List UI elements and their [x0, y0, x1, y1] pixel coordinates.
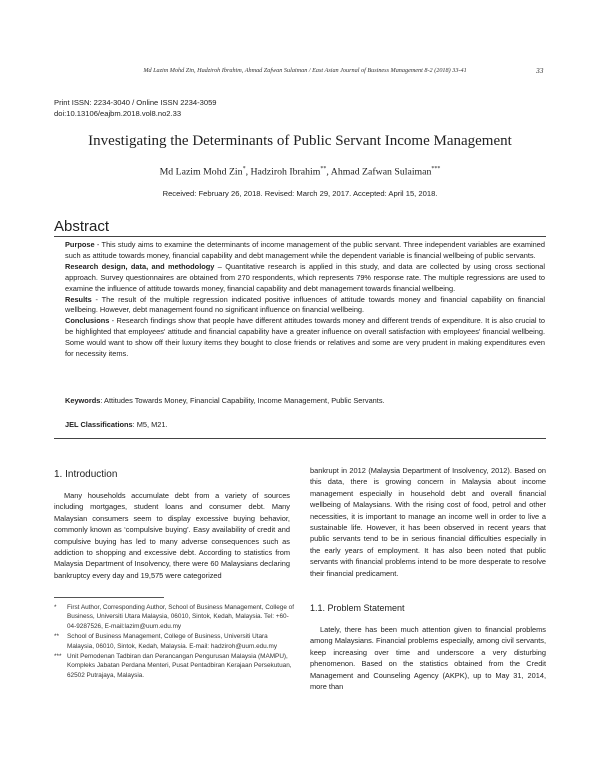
- author-list: [0, 166, 600, 177]
- abstract-body: [65, 240, 545, 360]
- abstract-text: - Research findings show that people have different attitudes towards money and different trends of expenditure. It is also crucial to be highlighted that employees' attitude and financial capability have a greater influence on overall satisfaction with employees' financial wellbeing. Some would want to show off their luxury items they bought to close friends or relatives and some are very prudent in making expenditures even for necessity items.: [65, 316, 545, 359]
- problem-statement-paragraph: Lately, there has been much attention given to financial problems among Malaysians. Financial problems especially, among civil servants, keep increasing over time and underscore a very disturbing phenomenon. Based on the statistics obtained from the Credit Management and Counseling Agency (AKPK), up to May 31, 2014, more than: [310, 625, 546, 692]
- keywords-text: : Attitudes Towards Money, Financial Capability, Income Management, Public Servants.: [100, 396, 385, 405]
- abstract-label: Conclusions: [65, 316, 110, 326]
- author-separator: ,: [245, 166, 251, 178]
- abstract-text: - This study aims to examine the determinants of income management of the public servant. Three independent variables are examined such as attitude towards money, financial capability and debt management while the dependent variable is financial wellbeing of public servants.: [65, 240, 545, 260]
- subsection-heading-problem-statement: 1.1. Problem Statement: [310, 603, 405, 613]
- abstract-bottom-rule: [54, 438, 546, 439]
- abstract-purpose: [65, 240, 545, 262]
- running-head: Md Lazim Mohd Zin, Hadziroh Ibrahim, Ahmad Zafwan Sulaiman / East Asian Journal of Business Management 8-2 (2018) 33-41: [143, 67, 467, 74]
- abstract-conclusions: [65, 316, 545, 360]
- footnotes: [54, 603, 294, 681]
- abstract-results: [65, 295, 545, 317]
- author-mark: ***: [431, 166, 441, 172]
- footnote: [54, 652, 294, 680]
- author-mark: *: [242, 166, 246, 172]
- footnote-mark: ***: [54, 653, 62, 661]
- section-heading-introduction: 1. Introduction: [54, 469, 118, 480]
- footnote-text: School of Business Management, College of Business, Universiti Utara Malaysia, 06010, Sintok, Kedah, Malaysia. E-mail: hadziroh@uum.edu.my: [67, 633, 278, 650]
- abstract-text: – Quantitative research is applied in this study, and data are collected by using cross sectional approach. Survey questionnaires are obtained from 270 respondents, which represents 79% response rate. The multiple regressions are used to examine the influence of attitude towards money, financial capability and debt management towards financial wellbeing.: [65, 261, 545, 293]
- author-separator: ,: [326, 166, 331, 178]
- author-name: Hadziroh Ibrahim: [250, 166, 321, 178]
- footnote-rule: [54, 597, 164, 598]
- publication-info: [54, 98, 217, 119]
- doi-line: doi:10.13106/eajbm.2018.vol8.no2.33: [54, 108, 182, 118]
- issn-line: Print ISSN: 2234-3040 / Online ISSN 2234-3059: [54, 98, 217, 107]
- author-mark: **: [320, 166, 327, 172]
- footnote: [54, 632, 294, 651]
- footnote-text: Unit Pemodenan Tadbiran dan Perancangan Pengurusan Malaysia (MAMPU), Kompleks Jabatan Perdana Menteri, Pusat Pentadbiran Kerajaan Persekutuan, 62502 Putrajaya, Malaysia.: [67, 653, 292, 679]
- abstract-label: Research design, data, and methodology: [65, 261, 215, 271]
- author-name: Ahmad Zafwan Sulaiman: [330, 166, 432, 178]
- footnote-mark: *: [54, 604, 57, 611]
- keywords-label: Keywords: [65, 396, 101, 405]
- right-column-paragraph: bankrupt in 2012 (Malaysia Department of Insolvency, 2012). Based on this data, there is growing concern in Malaysia about income management especially in household debt and overall financial wellbeing of Malaysians. With the rising cost of food, petrol and other necessities, it is important to manage an income well in order to live a sustainable life. However, it has been observed in recent years that public servants tend to be in serious financial difficulties especially in the early years of employment. It has also been noted that public servants with financial problems intend to be more desperate to resolve their financial predicament.: [310, 466, 546, 578]
- jel-text: : M5, M21.: [132, 420, 168, 429]
- abstract-label: Purpose: [65, 240, 95, 249]
- abstract-heading: Abstract: [54, 218, 110, 235]
- jel-label: JEL Classifications: [65, 420, 133, 429]
- submission-dates: Received: February 26, 2018. Revised: March 29, 2017. Accepted: April 15, 2018.: [162, 189, 438, 198]
- abstract-top-rule: [54, 236, 546, 237]
- footnote-text: First Author, Corresponding Author, School of Business Management, College of Business, Universiti Utara Malaysia, 06010, Sintok, Kedah, Malaysia. Tel: +60-04-9287526, E-mail:lazim@uum.edu.my: [67, 604, 294, 630]
- jel-classifications: [65, 420, 545, 429]
- footnote: [54, 603, 294, 631]
- abstract-label: Results: [65, 294, 92, 304]
- abstract-design: [65, 262, 545, 295]
- footnote-mark: **: [54, 633, 59, 641]
- page-number: 33: [536, 66, 544, 75]
- abstract-text: - The result of the multiple regression indicated positive influences of attitude towards money and financial capability on financial wellbeing. However, debt management found no significant influence on financial wellbeing.: [65, 294, 545, 315]
- intro-paragraph: Many households accumulate debt from a variety of sources including mortgages, student loans and consumer debt. Many Malaysian consumers seem to display excessive buying behavior, commonly known as ‘compulsive buying’. Easy availability of credit and compulsive buying has led to many adverse consequences such as addiction to shopping and excessive debt. According to statistics from Malaysia Department of Insolvency, there were 60 Malaysians declaring bankruptcy every day and 19,575 were categorized: [54, 491, 290, 580]
- author-name: Md Lazim Mohd Zin: [159, 166, 243, 178]
- keywords: [65, 396, 545, 405]
- paper-title: Investigating the Determinants of Public Servant Income Management: [88, 133, 512, 149]
